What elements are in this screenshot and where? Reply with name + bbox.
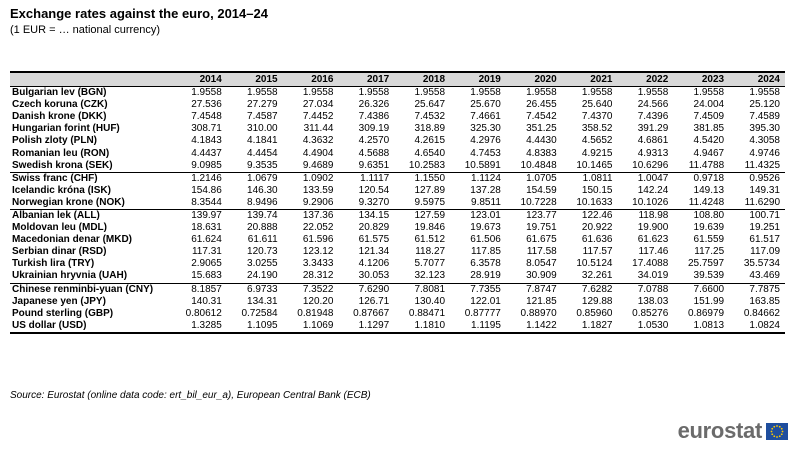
rate-value-cell: 7.7875 xyxy=(749,283,780,295)
rate-value-cell: 61.623 xyxy=(637,234,669,246)
currency-name-cell: Swiss franc (CHF) xyxy=(12,172,98,184)
rate-value-cell: 4.9746 xyxy=(749,147,780,159)
rate-value-cell: 1.0824 xyxy=(749,319,780,331)
rate-value-cell: 1.1117 xyxy=(360,172,390,184)
rate-value-cell: 1.9558 xyxy=(526,87,557,99)
rate-value-cell: 1.0705 xyxy=(526,172,557,184)
table-row xyxy=(10,283,785,296)
rate-value-cell: 4.4430 xyxy=(526,135,557,147)
year-header: 2020 xyxy=(506,72,562,87)
rate-value-cell: 1.1124 xyxy=(471,172,501,184)
eu-star-icon xyxy=(776,425,778,427)
rate-value-cell: 24.190 xyxy=(227,270,283,283)
currency-name-cell: Serbian dinar (RSD) xyxy=(12,246,107,258)
table-row xyxy=(10,270,785,283)
rate-value-cell: 4.1841 xyxy=(247,135,278,147)
rate-value-cell: 117.85 xyxy=(471,246,501,258)
exchange-rate-table xyxy=(10,71,785,334)
rate-value-cell: 61.506 xyxy=(470,234,501,246)
rate-value-cell: 1.9558 xyxy=(693,87,725,99)
currency-name-cell: Danish krone (DKK) xyxy=(12,111,107,123)
rate-value-cell: 4.5420 xyxy=(693,135,725,147)
rate-value-cell: 4.2976 xyxy=(470,135,501,147)
rate-value-cell: 19.639 xyxy=(693,222,725,234)
rate-value-cell: 0.9526 xyxy=(749,172,780,184)
rate-value-cell: 30.909 xyxy=(506,270,562,283)
rate-value-cell: 10.6296 xyxy=(618,160,674,173)
rate-value-cell: 151.99 xyxy=(693,295,725,307)
table-row xyxy=(10,172,785,185)
currency-name-cell: Chinese renminbi-yuan (CNY) xyxy=(12,283,154,295)
rate-value-cell: 121.85 xyxy=(526,295,557,307)
rate-value-cell: 2.9065 xyxy=(191,258,222,270)
rate-value-cell: 25.670 xyxy=(470,99,501,111)
rate-value-cell: 61.611 xyxy=(247,234,278,246)
rate-value-cell: 1.9558 xyxy=(749,87,780,99)
rate-value-cell: 4.3632 xyxy=(302,135,334,147)
table-row xyxy=(10,246,785,258)
rate-value-cell: 139.97 xyxy=(191,209,222,221)
rate-value-cell: 7.4532 xyxy=(414,111,446,123)
rate-value-cell: 0.9718 xyxy=(693,172,725,184)
rate-value-cell: 20.888 xyxy=(247,222,278,234)
table-row xyxy=(10,209,785,222)
rate-value-cell: 146.30 xyxy=(247,184,278,196)
year-header: 2024 xyxy=(729,72,785,87)
rate-value-cell: 7.6282 xyxy=(581,283,613,295)
rate-value-cell: 0.87777 xyxy=(464,307,501,319)
rate-value-cell: 7.4661 xyxy=(470,111,501,123)
rate-value-cell: 1.1550 xyxy=(414,172,446,184)
rate-value-cell: 1.9558 xyxy=(581,87,613,99)
eurostat-logo xyxy=(678,420,788,442)
rate-value-cell: 142.24 xyxy=(637,184,669,196)
rate-value-cell: 134.31 xyxy=(247,295,278,307)
rate-value-cell: 24.004 xyxy=(693,99,725,111)
rate-value-cell: 137.36 xyxy=(302,209,334,221)
rate-value-cell: 28.312 xyxy=(283,270,339,283)
rate-value-cell: 61.575 xyxy=(358,234,390,246)
rate-value-cell: 61.624 xyxy=(191,234,222,246)
rate-value-cell: 0.81948 xyxy=(297,307,334,319)
rate-value-cell: 1.0811 xyxy=(582,172,613,184)
rate-value-cell: 149.13 xyxy=(693,184,725,196)
currency-name-cell: Bulgarian lev (BGN) xyxy=(12,87,107,99)
rate-value-cell: 108.80 xyxy=(693,209,725,221)
table-row xyxy=(10,258,785,270)
rate-value-cell: 24.566 xyxy=(637,99,669,111)
rate-value-cell: 117.25 xyxy=(694,246,725,258)
rate-value-cell: 1.0813 xyxy=(693,319,725,331)
rate-value-cell: 1.1095 xyxy=(247,319,278,331)
rate-value-cell: 117.57 xyxy=(582,246,613,258)
rate-value-cell: 5.7077 xyxy=(414,258,446,270)
rate-value-cell: 9.3535 xyxy=(227,160,283,173)
rate-value-cell: 117.31 xyxy=(191,246,222,258)
rate-value-cell: 318.89 xyxy=(414,123,446,135)
rate-value-cell: 308.71 xyxy=(191,123,222,135)
table-row xyxy=(10,197,785,210)
table-row xyxy=(10,160,785,173)
year-header: 2014 xyxy=(171,72,227,87)
rate-value-cell: 133.59 xyxy=(302,184,334,196)
rate-value-cell: 163.85 xyxy=(749,295,780,307)
rate-value-cell: 32.123 xyxy=(394,270,450,283)
rate-value-cell: 61.596 xyxy=(302,234,334,246)
rate-value-cell: 121.34 xyxy=(358,246,390,258)
rate-value-cell: 122.46 xyxy=(581,209,613,221)
year-header: 2021 xyxy=(562,72,618,87)
rate-value-cell: 10.1633 xyxy=(562,197,618,210)
table-row xyxy=(10,308,785,320)
eu-star-icon xyxy=(771,427,773,429)
rate-value-cell: 35.5734 xyxy=(743,258,780,270)
rate-value-cell: 126.71 xyxy=(358,295,390,307)
eu-flag-icon xyxy=(766,423,788,440)
year-header: 2015 xyxy=(227,72,283,87)
rate-value-cell: 1.9558 xyxy=(470,87,501,99)
rate-value-cell: 154.86 xyxy=(191,184,222,196)
table-body xyxy=(10,87,785,333)
rate-value-cell: 1.1810 xyxy=(414,319,446,331)
rate-value-cell: 120.54 xyxy=(358,184,390,196)
rate-value-cell: 7.4452 xyxy=(302,111,334,123)
rate-value-cell: 7.0788 xyxy=(637,283,669,295)
rate-value-cell: 22.052 xyxy=(302,222,334,234)
rate-value-cell: 325.30 xyxy=(470,123,501,135)
rate-value-cell: 43.469 xyxy=(729,270,785,283)
rate-value-cell: 17.4088 xyxy=(632,258,669,270)
rate-value-cell: 8.9496 xyxy=(227,197,283,210)
table-header-row xyxy=(10,72,785,87)
rate-value-cell: 4.9215 xyxy=(581,147,613,159)
rate-value-cell: 34.019 xyxy=(618,270,674,283)
table-row xyxy=(10,99,785,111)
rate-value-cell: 7.4587 xyxy=(247,111,278,123)
rate-value-cell: 4.4437 xyxy=(191,147,222,159)
rate-value-cell: 1.9558 xyxy=(191,87,222,99)
rate-value-cell: 11.4248 xyxy=(673,197,729,210)
rate-value-cell: 26.455 xyxy=(526,99,557,111)
currency-name-cell: Pound sterling (GBP) xyxy=(12,307,114,319)
currency-name-cell: Polish zloty (PLN) xyxy=(12,135,97,147)
rate-value-cell: 1.1069 xyxy=(302,319,334,331)
table-row xyxy=(10,147,785,159)
rate-value-cell: 9.2906 xyxy=(283,197,339,210)
rate-value-cell: 8.0547 xyxy=(526,258,557,270)
rate-value-cell: 8.1857 xyxy=(191,283,222,295)
rate-value-cell: 1.3285 xyxy=(191,319,222,331)
rate-value-cell: 0.88471 xyxy=(408,307,446,319)
rate-value-cell: 4.8383 xyxy=(526,147,557,159)
currency-name-cell: Albanian lek (ALL) xyxy=(12,209,100,221)
rate-value-cell: 11.4325 xyxy=(729,160,785,173)
rate-value-cell: 7.3522 xyxy=(302,283,334,295)
rate-value-cell: 4.6540 xyxy=(414,147,446,159)
rate-value-cell: 0.88970 xyxy=(520,307,557,319)
rate-value-cell: 120.20 xyxy=(302,295,334,307)
rate-value-cell: 7.8747 xyxy=(526,283,557,295)
rate-value-cell: 1.9558 xyxy=(302,87,334,99)
currency-name-cell: Romanian leu (RON) xyxy=(12,147,110,159)
rate-value-cell: 9.5975 xyxy=(394,197,450,210)
rate-value-cell: 358.52 xyxy=(581,123,613,135)
rate-value-cell: 20.829 xyxy=(358,222,390,234)
rate-value-cell: 27.536 xyxy=(191,99,222,111)
rate-value-cell: 9.8511 xyxy=(450,197,506,210)
table-row xyxy=(10,135,785,147)
rate-value-cell: 7.4396 xyxy=(637,111,669,123)
rate-value-cell: 7.6290 xyxy=(358,283,390,295)
rate-value-cell: 4.9313 xyxy=(637,147,669,159)
rate-value-cell: 9.4689 xyxy=(283,160,339,173)
rate-value-cell: 7.4509 xyxy=(693,111,725,123)
eurostat-logo-text: eurostat xyxy=(677,418,762,443)
rate-value-cell: 100.71 xyxy=(749,209,780,221)
rate-value-cell: 311.44 xyxy=(303,123,334,135)
eu-star-icon xyxy=(781,427,783,429)
rate-value-cell: 61.559 xyxy=(693,234,725,246)
rate-value-cell: 9.3270 xyxy=(338,197,394,210)
rate-value-cell: 7.4386 xyxy=(358,111,390,123)
rate-value-cell: 127.89 xyxy=(414,184,446,196)
header-currency-cell xyxy=(10,72,171,87)
rate-value-cell: 140.31 xyxy=(191,295,222,307)
rate-value-cell: 4.5688 xyxy=(358,147,390,159)
rate-value-cell: 154.59 xyxy=(526,184,557,196)
rate-value-cell: 11.4788 xyxy=(673,160,729,173)
rate-value-cell: 15.683 xyxy=(171,270,227,283)
rate-value-cell: 1.0530 xyxy=(637,319,669,331)
rate-value-cell: 4.4904 xyxy=(302,147,334,159)
rate-value-cell: 9.0985 xyxy=(171,160,227,173)
currency-name-cell: Czech koruna (CZK) xyxy=(12,99,108,111)
rate-value-cell: 123.12 xyxy=(302,246,334,258)
rate-value-cell: 309.19 xyxy=(358,123,390,135)
rate-value-cell: 61.517 xyxy=(749,234,780,246)
table-row xyxy=(10,123,785,135)
rate-value-cell: 19.846 xyxy=(414,222,446,234)
eu-star-icon xyxy=(776,436,778,438)
rate-value-cell: 6.9733 xyxy=(247,283,278,295)
rate-value-cell: 120.73 xyxy=(247,246,278,258)
rate-value-cell: 10.2583 xyxy=(394,160,450,173)
page-subtitle: (1 EUR = … national currency) xyxy=(10,24,161,36)
rate-value-cell: 118.98 xyxy=(638,209,669,221)
rate-value-cell: 19.900 xyxy=(637,222,669,234)
rate-value-cell: 27.279 xyxy=(247,99,278,111)
year-header: 2022 xyxy=(618,72,674,87)
currency-name-cell: Turkish lira (TRY) xyxy=(12,258,95,270)
rate-value-cell: 7.7355 xyxy=(470,283,501,295)
currency-name-cell: Macedonian denar (MKD) xyxy=(12,234,133,246)
rate-value-cell: 0.85276 xyxy=(632,307,669,319)
currency-name-cell: Japanese yen (JPY) xyxy=(12,295,106,307)
rate-value-cell: 123.77 xyxy=(526,209,557,221)
rate-value-cell: 1.1827 xyxy=(581,319,613,331)
rate-value-cell: 1.2146 xyxy=(191,172,222,184)
rate-value-cell: 4.2615 xyxy=(414,135,446,147)
rate-value-cell: 25.647 xyxy=(414,99,446,111)
rate-value-cell: 4.7453 xyxy=(470,147,501,159)
rate-value-cell: 1.9558 xyxy=(247,87,278,99)
rate-value-cell: 4.6861 xyxy=(637,135,669,147)
page-title: Exchange rates against the euro, 2014–24 xyxy=(10,6,268,21)
rate-value-cell: 4.3058 xyxy=(749,135,780,147)
rate-value-cell: 25.120 xyxy=(749,99,780,111)
eu-star-icon xyxy=(781,433,783,435)
rate-value-cell: 7.8081 xyxy=(414,283,446,295)
rate-value-cell: 4.1206 xyxy=(358,258,390,270)
year-header: 2017 xyxy=(338,72,394,87)
rate-value-cell: 149.31 xyxy=(749,184,780,196)
rate-value-cell: 61.512 xyxy=(414,234,446,246)
rate-value-cell: 310.00 xyxy=(247,123,278,135)
currency-name-cell: Hungarian forint (HUF) xyxy=(12,123,120,135)
year-header: 2018 xyxy=(394,72,450,87)
rate-value-cell: 0.87667 xyxy=(353,307,390,319)
eu-star-icon xyxy=(779,425,781,427)
rate-value-cell: 1.9558 xyxy=(358,87,390,99)
rate-value-cell: 134.15 xyxy=(358,209,390,221)
rate-value-cell: 32.261 xyxy=(562,270,618,283)
rate-value-cell: 0.84662 xyxy=(743,307,780,319)
rate-value-cell: 7.4548 xyxy=(191,111,222,123)
rate-value-cell: 127.59 xyxy=(414,209,446,221)
eu-star-icon xyxy=(779,435,781,437)
rate-value-cell: 19.751 xyxy=(526,222,557,234)
rate-value-cell: 0.85960 xyxy=(576,307,613,319)
rate-value-cell: 117.58 xyxy=(526,246,557,258)
rate-value-cell: 7.4370 xyxy=(581,111,613,123)
rate-value-cell: 26.326 xyxy=(358,99,390,111)
rate-value-cell: 19.673 xyxy=(470,222,501,234)
source-note: Source: Eurostat (online data code: ert_bil_eur_a), European Central Bank (ECB) xyxy=(10,390,371,401)
currency-name-cell: Norwegian krone (NOK) xyxy=(10,197,171,210)
rate-value-cell: 10.5891 xyxy=(450,160,506,173)
rate-value-cell: 28.919 xyxy=(450,270,506,283)
table-row xyxy=(10,111,785,123)
currency-name-cell: Swedish krona (SEK) xyxy=(10,160,171,173)
rate-value-cell: 1.1297 xyxy=(358,319,390,331)
rate-value-cell: 18.631 xyxy=(191,222,222,234)
rate-value-cell: 10.1465 xyxy=(562,160,618,173)
rate-value-cell: 130.40 xyxy=(414,295,446,307)
rate-value-cell: 20.922 xyxy=(581,222,613,234)
rate-value-cell: 61.636 xyxy=(581,234,613,246)
rate-value-cell: 27.034 xyxy=(302,99,334,111)
table-row xyxy=(10,320,785,333)
rate-value-cell: 10.7228 xyxy=(506,197,562,210)
rate-value-cell: 1.0047 xyxy=(637,172,669,184)
rate-value-cell: 139.74 xyxy=(247,209,278,221)
rate-value-cell: 381.85 xyxy=(693,123,725,135)
year-header: 2023 xyxy=(673,72,729,87)
rate-value-cell: 0.72584 xyxy=(241,307,278,319)
rate-value-cell: 1.0902 xyxy=(302,172,334,184)
table-row xyxy=(10,185,785,197)
rate-value-cell: 4.4454 xyxy=(247,147,278,159)
rate-value-cell: 4.9467 xyxy=(693,147,725,159)
rate-value-cell: 123.01 xyxy=(470,209,501,221)
table-row xyxy=(10,87,785,100)
rate-value-cell: 25.640 xyxy=(581,99,613,111)
eu-star-icon xyxy=(782,430,784,432)
rate-value-cell: 8.3544 xyxy=(171,197,227,210)
rate-value-cell: 3.3433 xyxy=(302,258,334,270)
eu-star-icon xyxy=(771,433,773,435)
rate-value-cell: 391.29 xyxy=(637,123,669,135)
rate-value-cell: 9.6351 xyxy=(338,160,394,173)
rate-value-cell: 1.0679 xyxy=(247,172,278,184)
currency-name-cell: Icelandic króna (ISK) xyxy=(12,184,111,196)
rate-value-cell: 30.053 xyxy=(338,270,394,283)
rate-value-cell: 10.4848 xyxy=(506,160,562,173)
rate-value-cell: 19.251 xyxy=(749,222,780,234)
rate-value-cell: 0.86979 xyxy=(687,307,725,319)
rate-value-cell: 25.7597 xyxy=(687,258,725,270)
eu-star-icon xyxy=(773,425,775,427)
rate-value-cell: 117.46 xyxy=(638,246,669,258)
rate-value-cell: 351.25 xyxy=(526,123,557,135)
rate-value-cell: 7.6600 xyxy=(693,283,725,295)
rate-value-cell: 10.1026 xyxy=(618,197,674,210)
year-header: 2016 xyxy=(283,72,339,87)
rate-value-cell: 129.88 xyxy=(581,295,613,307)
rate-value-cell: 137.28 xyxy=(470,184,501,196)
currency-name-cell: Ukrainian hryvnia (UAH) xyxy=(10,270,171,283)
rate-value-cell: 122.01 xyxy=(470,295,501,307)
exchange-rate-table-container xyxy=(10,71,785,334)
eu-star-icon xyxy=(771,430,773,432)
rate-value-cell: 61.675 xyxy=(526,234,557,246)
rate-value-cell: 1.1195 xyxy=(471,319,501,331)
eu-star-icon xyxy=(773,435,775,437)
currency-name-cell: Moldovan leu (MDL) xyxy=(12,222,107,234)
rate-value-cell: 11.6290 xyxy=(729,197,785,210)
rate-value-cell: 118.27 xyxy=(415,246,446,258)
rate-value-cell: 0.80612 xyxy=(185,307,222,319)
rate-value-cell: 138.03 xyxy=(637,295,669,307)
rate-value-cell: 117.09 xyxy=(750,246,780,258)
table-row xyxy=(10,222,785,234)
rate-value-cell: 7.4542 xyxy=(526,111,557,123)
rate-value-cell: 6.3578 xyxy=(470,258,501,270)
rate-value-cell: 3.0255 xyxy=(247,258,278,270)
year-header: 2019 xyxy=(450,72,506,87)
rate-value-cell: 4.5652 xyxy=(581,135,613,147)
rate-value-cell: 1.9558 xyxy=(637,87,669,99)
rate-value-cell: 4.2570 xyxy=(358,135,390,147)
currency-name-cell: US dollar (USD) xyxy=(12,319,87,331)
rate-value-cell: 1.1422 xyxy=(526,319,557,331)
rate-value-cell: 4.1843 xyxy=(191,135,222,147)
rate-value-cell: 10.5124 xyxy=(576,258,613,270)
rate-value-cell: 150.15 xyxy=(581,184,613,196)
rate-value-cell: 7.4589 xyxy=(749,111,780,123)
rate-value-cell: 1.9558 xyxy=(414,87,446,99)
table-row xyxy=(10,234,785,246)
rate-value-cell: 39.539 xyxy=(673,270,729,283)
rate-value-cell: 395.30 xyxy=(749,123,780,135)
table-row xyxy=(10,296,785,308)
